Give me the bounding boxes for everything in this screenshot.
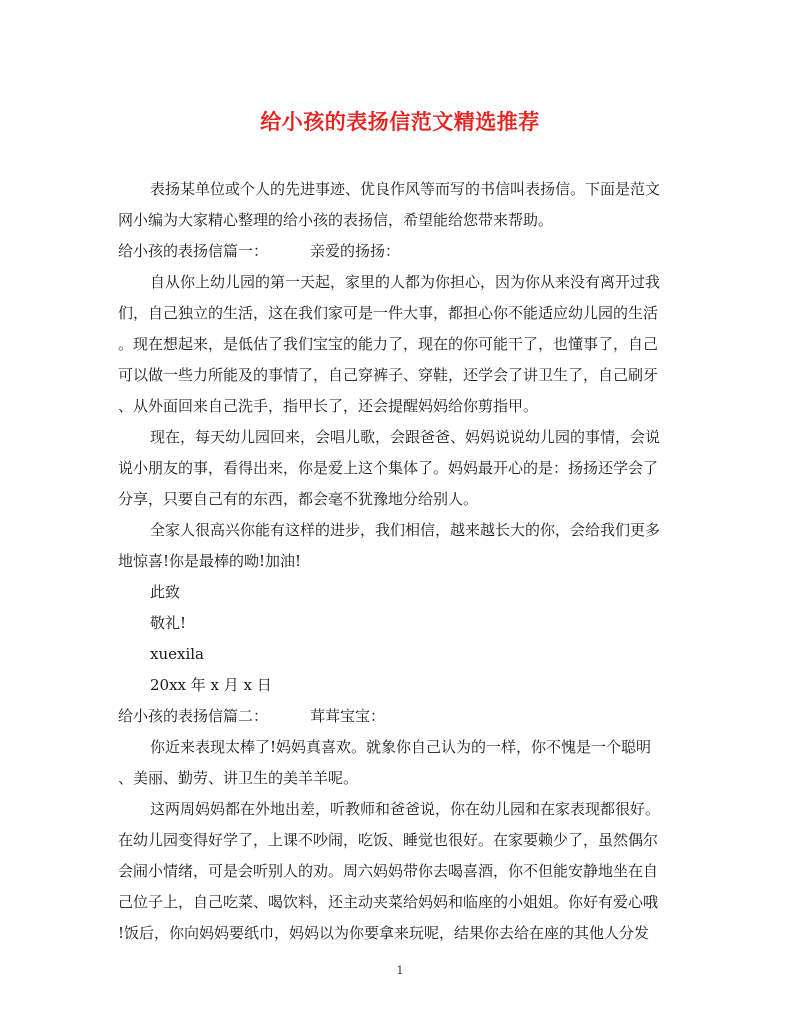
salutation: 茸茸宝宝： xyxy=(310,707,386,725)
line-text: 己位子上，自己吃菜、喝饮料，还主动夹菜给妈妈和临座的小姐姐。你好有爱心哦 xyxy=(118,893,659,911)
text-line xyxy=(118,639,684,670)
text-line xyxy=(118,391,684,422)
line-text: 分享，只要自己有的东西，都会毫不犹豫地分给别人。 xyxy=(118,490,479,508)
text-line xyxy=(118,205,684,236)
text-line xyxy=(118,236,684,267)
line-text: 你近来表现太棒了!妈妈真喜欢。就象你自己认为的一样，你不愧是一个聪明 xyxy=(150,738,652,756)
line-text: 全家人很高兴你能有这样的进步，我们相信，越来越长大的你，会给我们更多 xyxy=(150,521,661,539)
text-line xyxy=(118,546,684,577)
line-text: 敬礼! xyxy=(150,614,187,632)
line-text: 会闹小情绪，可是会听别人的劝。周六妈妈带你去喝喜酒，你不但能安静地坐在自 xyxy=(118,862,659,880)
text-line xyxy=(118,670,684,701)
line-text: 给小孩的表扬信篇二： xyxy=(118,707,269,725)
text-line xyxy=(118,174,684,205)
text-line xyxy=(118,453,684,484)
line-text: 自从你上幼儿园的第一天起，家里的人都为你担心，因为你从来没有离开过我 xyxy=(150,273,661,291)
document-body xyxy=(118,174,684,949)
salutation: 亲爱的扬扬： xyxy=(310,242,401,260)
line-text: !饭后，你向妈妈要纸巾，妈妈以为你要拿来玩呢，结果你去给在座的其他人分发 xyxy=(118,924,650,942)
line-text: 们，自己独立的生活，这在我们家可是一件大事，都担心你不能适应幼儿园的生活 xyxy=(118,304,659,322)
text-line xyxy=(118,794,684,825)
text-line xyxy=(118,577,684,608)
text-line xyxy=(118,329,684,360)
line-text: 在幼儿园变得好学了，上课不吵闹，吃饭、睡觉也很好。在家要赖少了，虽然偶尔 xyxy=(118,831,659,849)
text-line xyxy=(118,732,684,763)
line-text: 网小编为大家精心整理的给小孩的表扬信，希望能给您带来帮助。 xyxy=(118,211,554,229)
line-text: 此致 xyxy=(150,583,181,601)
line-text: 说小朋友的事，看得出来，你是爱上这个集体了。妈妈最开心的是：扬扬还学会了 xyxy=(118,459,659,477)
text-line xyxy=(118,856,684,887)
text-line xyxy=(118,701,684,732)
line-text: 这两周妈妈都在外地出差，听教师和爸爸说，你在幼儿园和在家表现都很好。 xyxy=(150,800,661,818)
text-line xyxy=(118,515,684,546)
text-line xyxy=(118,608,684,639)
line-text: 、从外面回来自己洗手，指甲长了，还会提醒妈妈给你剪指甲。 xyxy=(118,397,539,415)
text-line xyxy=(118,918,684,949)
line-text: 给小孩的表扬信篇一： xyxy=(118,242,269,260)
text-line xyxy=(118,360,684,391)
text-line xyxy=(118,825,684,856)
text-line xyxy=(118,763,684,794)
line-text: 地惊喜!你是最棒的呦!加油! xyxy=(118,552,302,570)
line-text: 表扬某单位或个人的先进事迹、优良作风等而写的书信叫表扬信。下面是范文 xyxy=(150,180,661,198)
line-text: 可以做一些力所能及的事情了，自己穿裤子、穿鞋，还学会了讲卫生了，自己刷牙 xyxy=(118,366,659,384)
page-number: 1 xyxy=(396,964,404,977)
text-line xyxy=(118,298,684,329)
line-text: xuexila xyxy=(150,645,204,663)
line-text: 现在，每天幼儿园回来，会唱儿歌，会跟爸爸、妈妈说说幼儿园的事情，会说 xyxy=(150,428,661,446)
document-title: 给小孩的表扬信范文精选推荐 xyxy=(260,109,540,134)
text-line xyxy=(118,887,684,918)
line-text: 。现在想起来，是低估了我们宝宝的能力了，现在的你可能干了，也懂事了，自己 xyxy=(118,335,659,353)
line-text: 20xx 年 x 月 x 日 xyxy=(150,676,272,694)
text-line xyxy=(118,267,684,298)
text-line xyxy=(118,422,684,453)
line-text: 、美丽、勤劳、讲卫生的美羊羊呢。 xyxy=(118,769,359,787)
text-line xyxy=(118,484,684,515)
